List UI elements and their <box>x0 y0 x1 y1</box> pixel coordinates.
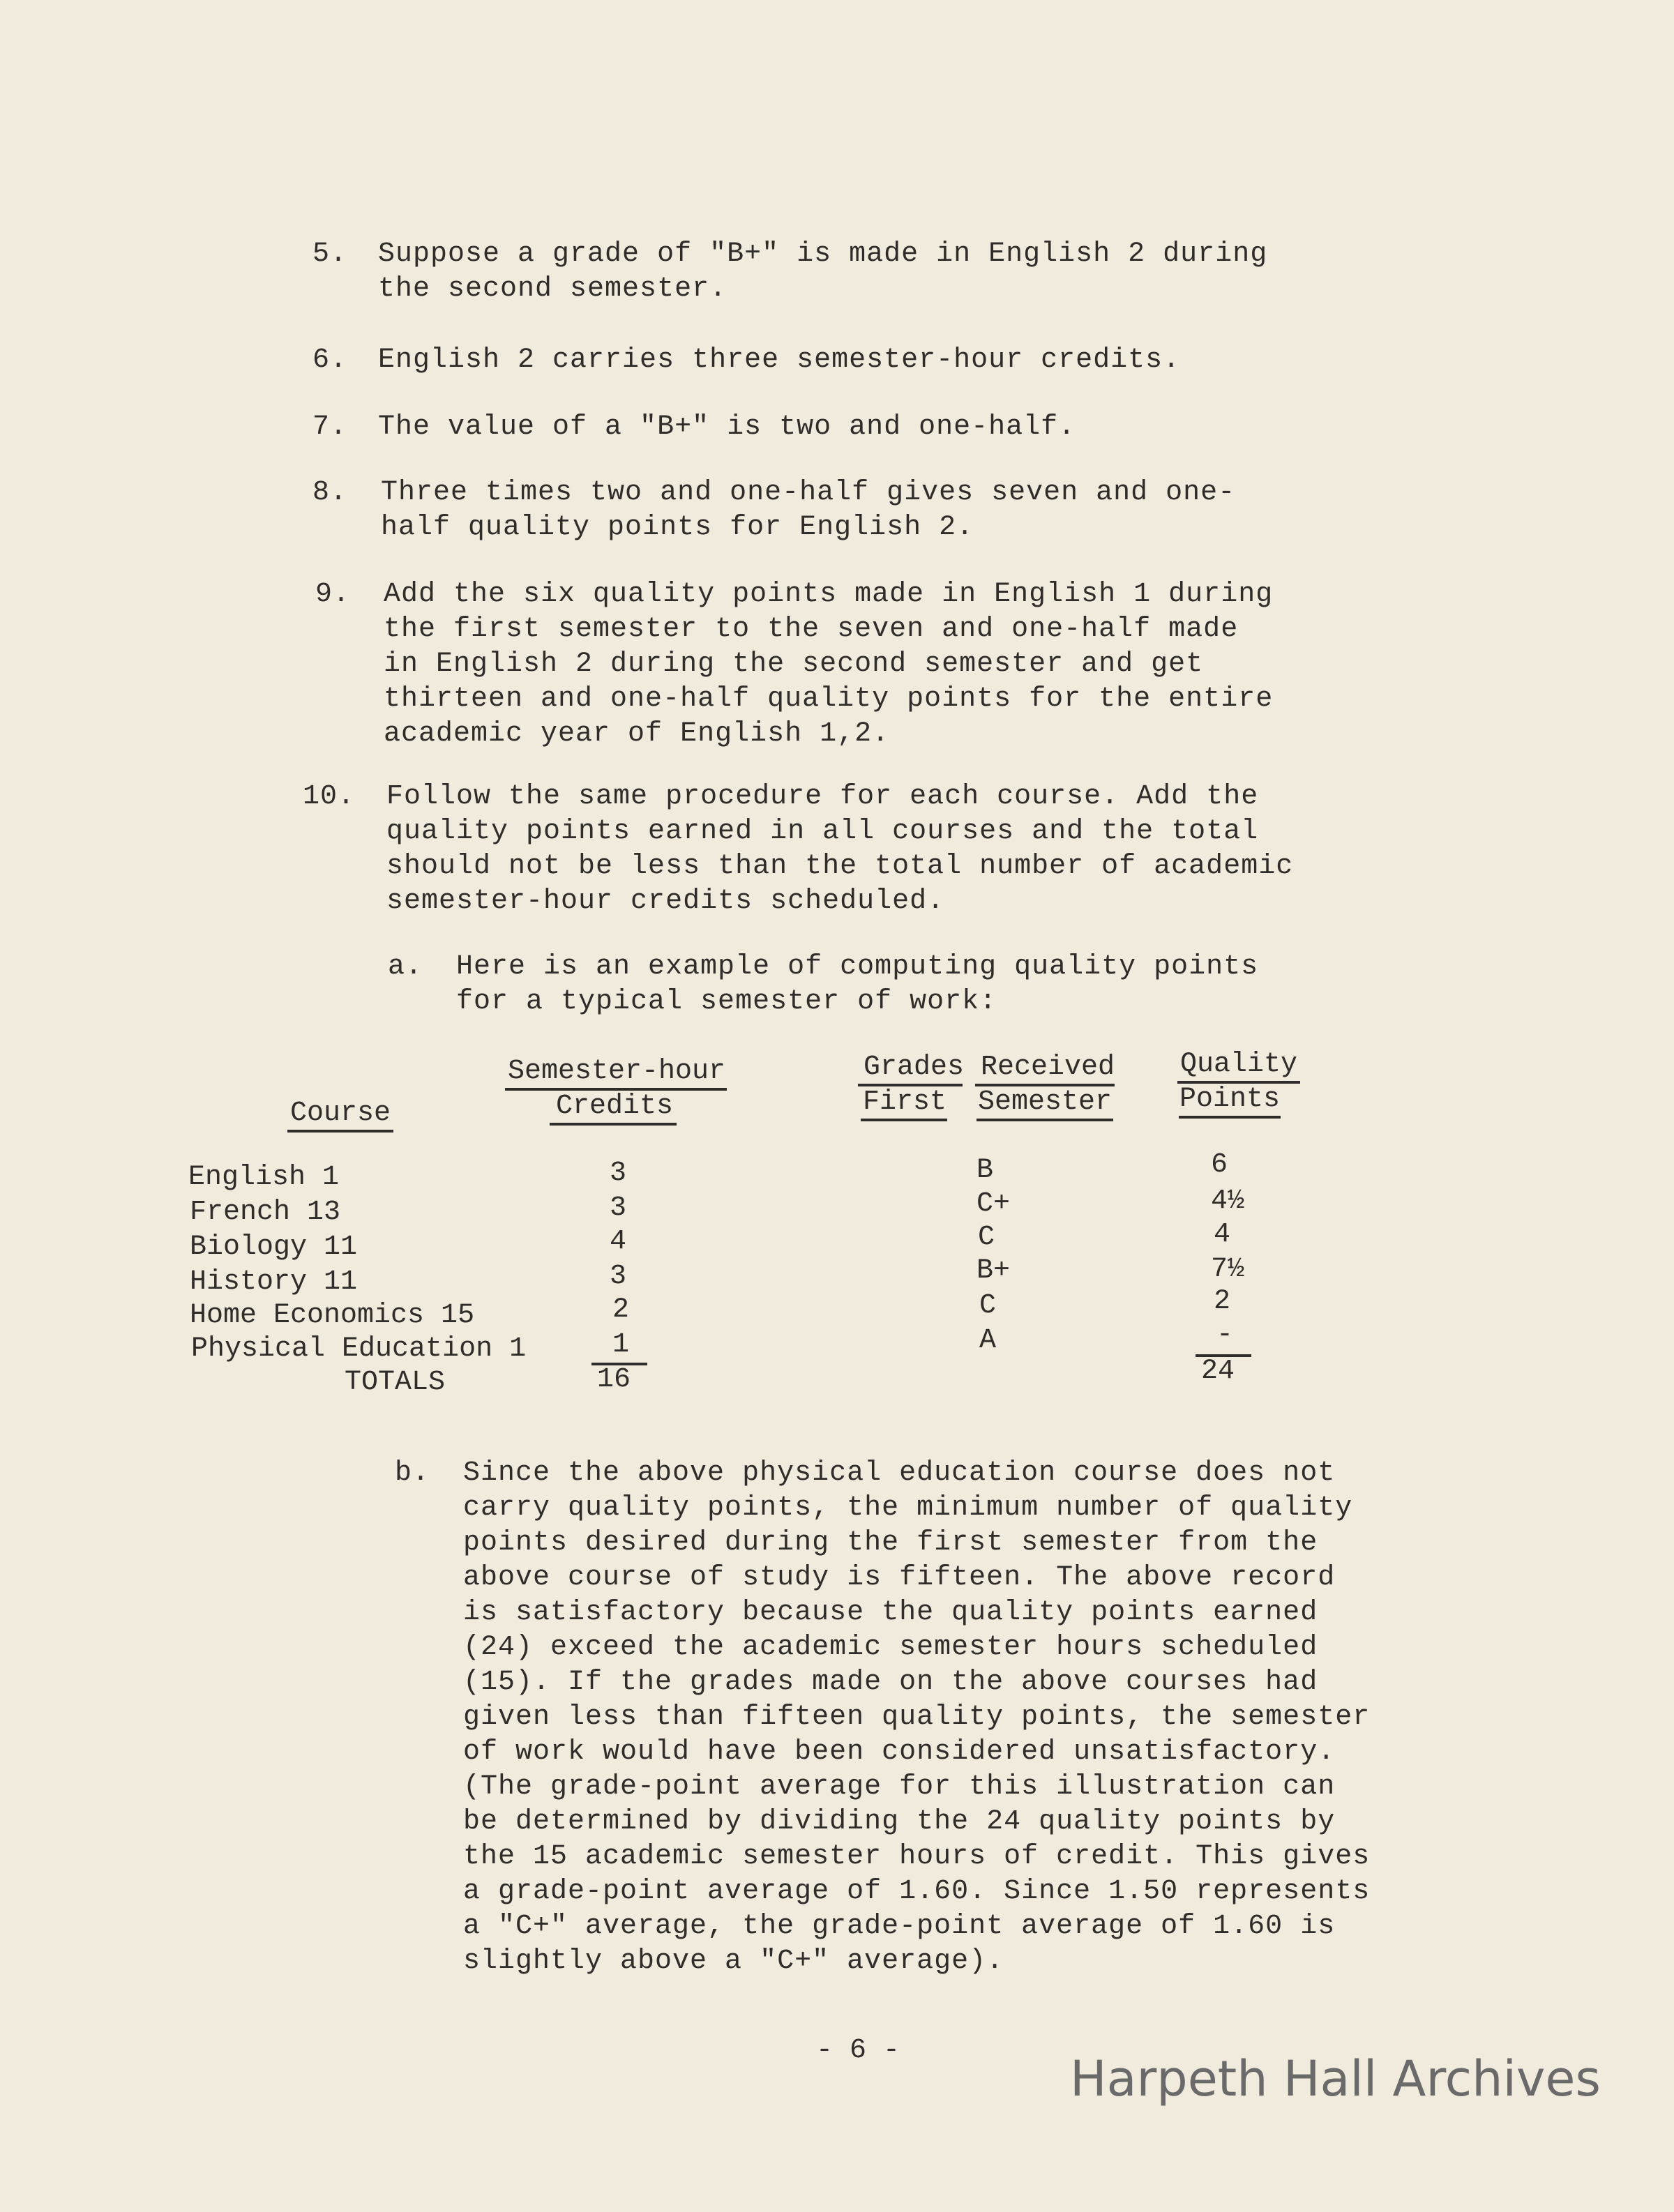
header-grades-received: Grades Received <box>863 1052 1115 1083</box>
table-row-points: 7½ <box>1211 1254 1245 1285</box>
item-text: Add the six quality points made in English 1 during the first semester to the seven and one-half made in English 2 during the second semester and get thirteen and one-half quality points for the entire academic year of English 1,2. <box>384 579 1274 750</box>
item-number: 5. <box>312 238 348 270</box>
item-number: 9. <box>315 579 351 610</box>
header-credits: Credits <box>555 1091 674 1122</box>
total-points: 24 <box>1201 1356 1235 1387</box>
totals-label: TOTALS <box>345 1367 446 1398</box>
item-number: 7. <box>312 411 348 443</box>
table-row-grade: C+ <box>976 1188 1011 1220</box>
header-quality: Quality <box>1179 1049 1298 1080</box>
table-row-course: English 1 <box>188 1162 340 1193</box>
header-rule <box>976 1119 1113 1121</box>
sub-item-text: Since the above physical education course does not carry quality points, the minimum number of quality points desired during the first semester from the above course of study is fifteen. The above record is satisfactory because the quality points earned (24) exceed the academic semester hours scheduled (15). If the grades made on the above courses had given less than fifteen quality points, the semester of work would have been considered unsatisfactory. (The grade-point average for this illustration can be determined by dividing the 24 quality points by the 15 academic semester hours of credit. This gives a grade-point average of 1.60. Since 1.50 represents a "C+" average, the grade-point average of 1.60 is slightly above a "C+" average). <box>463 1457 1371 1977</box>
header-rule <box>1179 1116 1281 1119</box>
sub-item-label: b. <box>395 1457 430 1489</box>
table-row-credits: 2 <box>612 1294 630 1326</box>
header-course: Course <box>289 1098 391 1129</box>
header-semester-hour: Semester-hour <box>507 1056 726 1087</box>
header-semester: Semester <box>977 1086 1113 1118</box>
sub-item-label: a. <box>388 951 423 983</box>
item-text: Follow the same procedure for each course. Add the quality points earned in all courses and the total should not be less than the total number of academic semester-hour credits scheduled. <box>386 781 1294 917</box>
table-row-points: 2 <box>1214 1286 1231 1317</box>
table-row-grade: C <box>979 1290 997 1321</box>
table-row-credits: 3 <box>610 1158 627 1189</box>
table-row-credits: 3 <box>610 1261 627 1292</box>
item-text: Three times two and one-half gives seven and one- half quality points for English 2. <box>381 477 1236 543</box>
table-row-grade: A <box>979 1325 997 1356</box>
table-row-grade: C <box>978 1222 995 1253</box>
table-row-credits: 1 <box>612 1329 630 1361</box>
table-row-grade: B+ <box>976 1255 1011 1287</box>
item-number: 8. <box>312 477 348 508</box>
table-row-points: 4 <box>1214 1219 1231 1250</box>
item-number: 6. <box>312 344 348 376</box>
table-row-points: - <box>1216 1319 1234 1351</box>
table-row-grade: B <box>976 1155 994 1186</box>
table-row-course: French 13 <box>190 1197 341 1228</box>
item-number: 10. <box>303 781 356 812</box>
table-row-credits: 4 <box>610 1226 627 1257</box>
table-row-course: History 11 <box>190 1266 358 1298</box>
item-text: The value of a "B+" is two and one-half. <box>378 411 1076 443</box>
table-row-course: Home Economics 15 <box>190 1300 475 1331</box>
header-first: First <box>862 1086 947 1118</box>
header-rule <box>550 1123 677 1126</box>
item-text: Suppose a grade of "B+" is made in English 2 during the second semester. <box>378 238 1268 305</box>
archive-watermark: Harpeth Hall Archives <box>1070 2050 1601 2107</box>
header-rule <box>861 1119 947 1121</box>
header-rule <box>287 1130 393 1132</box>
total-credits: 16 <box>597 1364 631 1395</box>
item-text: English 2 carries three semester-hour credits. <box>378 344 1181 376</box>
table-row-course: Biology 11 <box>190 1232 358 1263</box>
table-row-points: 4½ <box>1211 1185 1245 1217</box>
table-row-points: 6 <box>1211 1149 1228 1181</box>
sub-item-text: Here is an example of computing quality points for a typical semester of work: <box>456 951 1259 1017</box>
header-points: Points <box>1179 1084 1281 1115</box>
table-row-credits: 3 <box>610 1192 627 1224</box>
page-number: - 6 - <box>816 2035 900 2066</box>
table-row-course: Physical Education 1 <box>191 1333 527 1365</box>
